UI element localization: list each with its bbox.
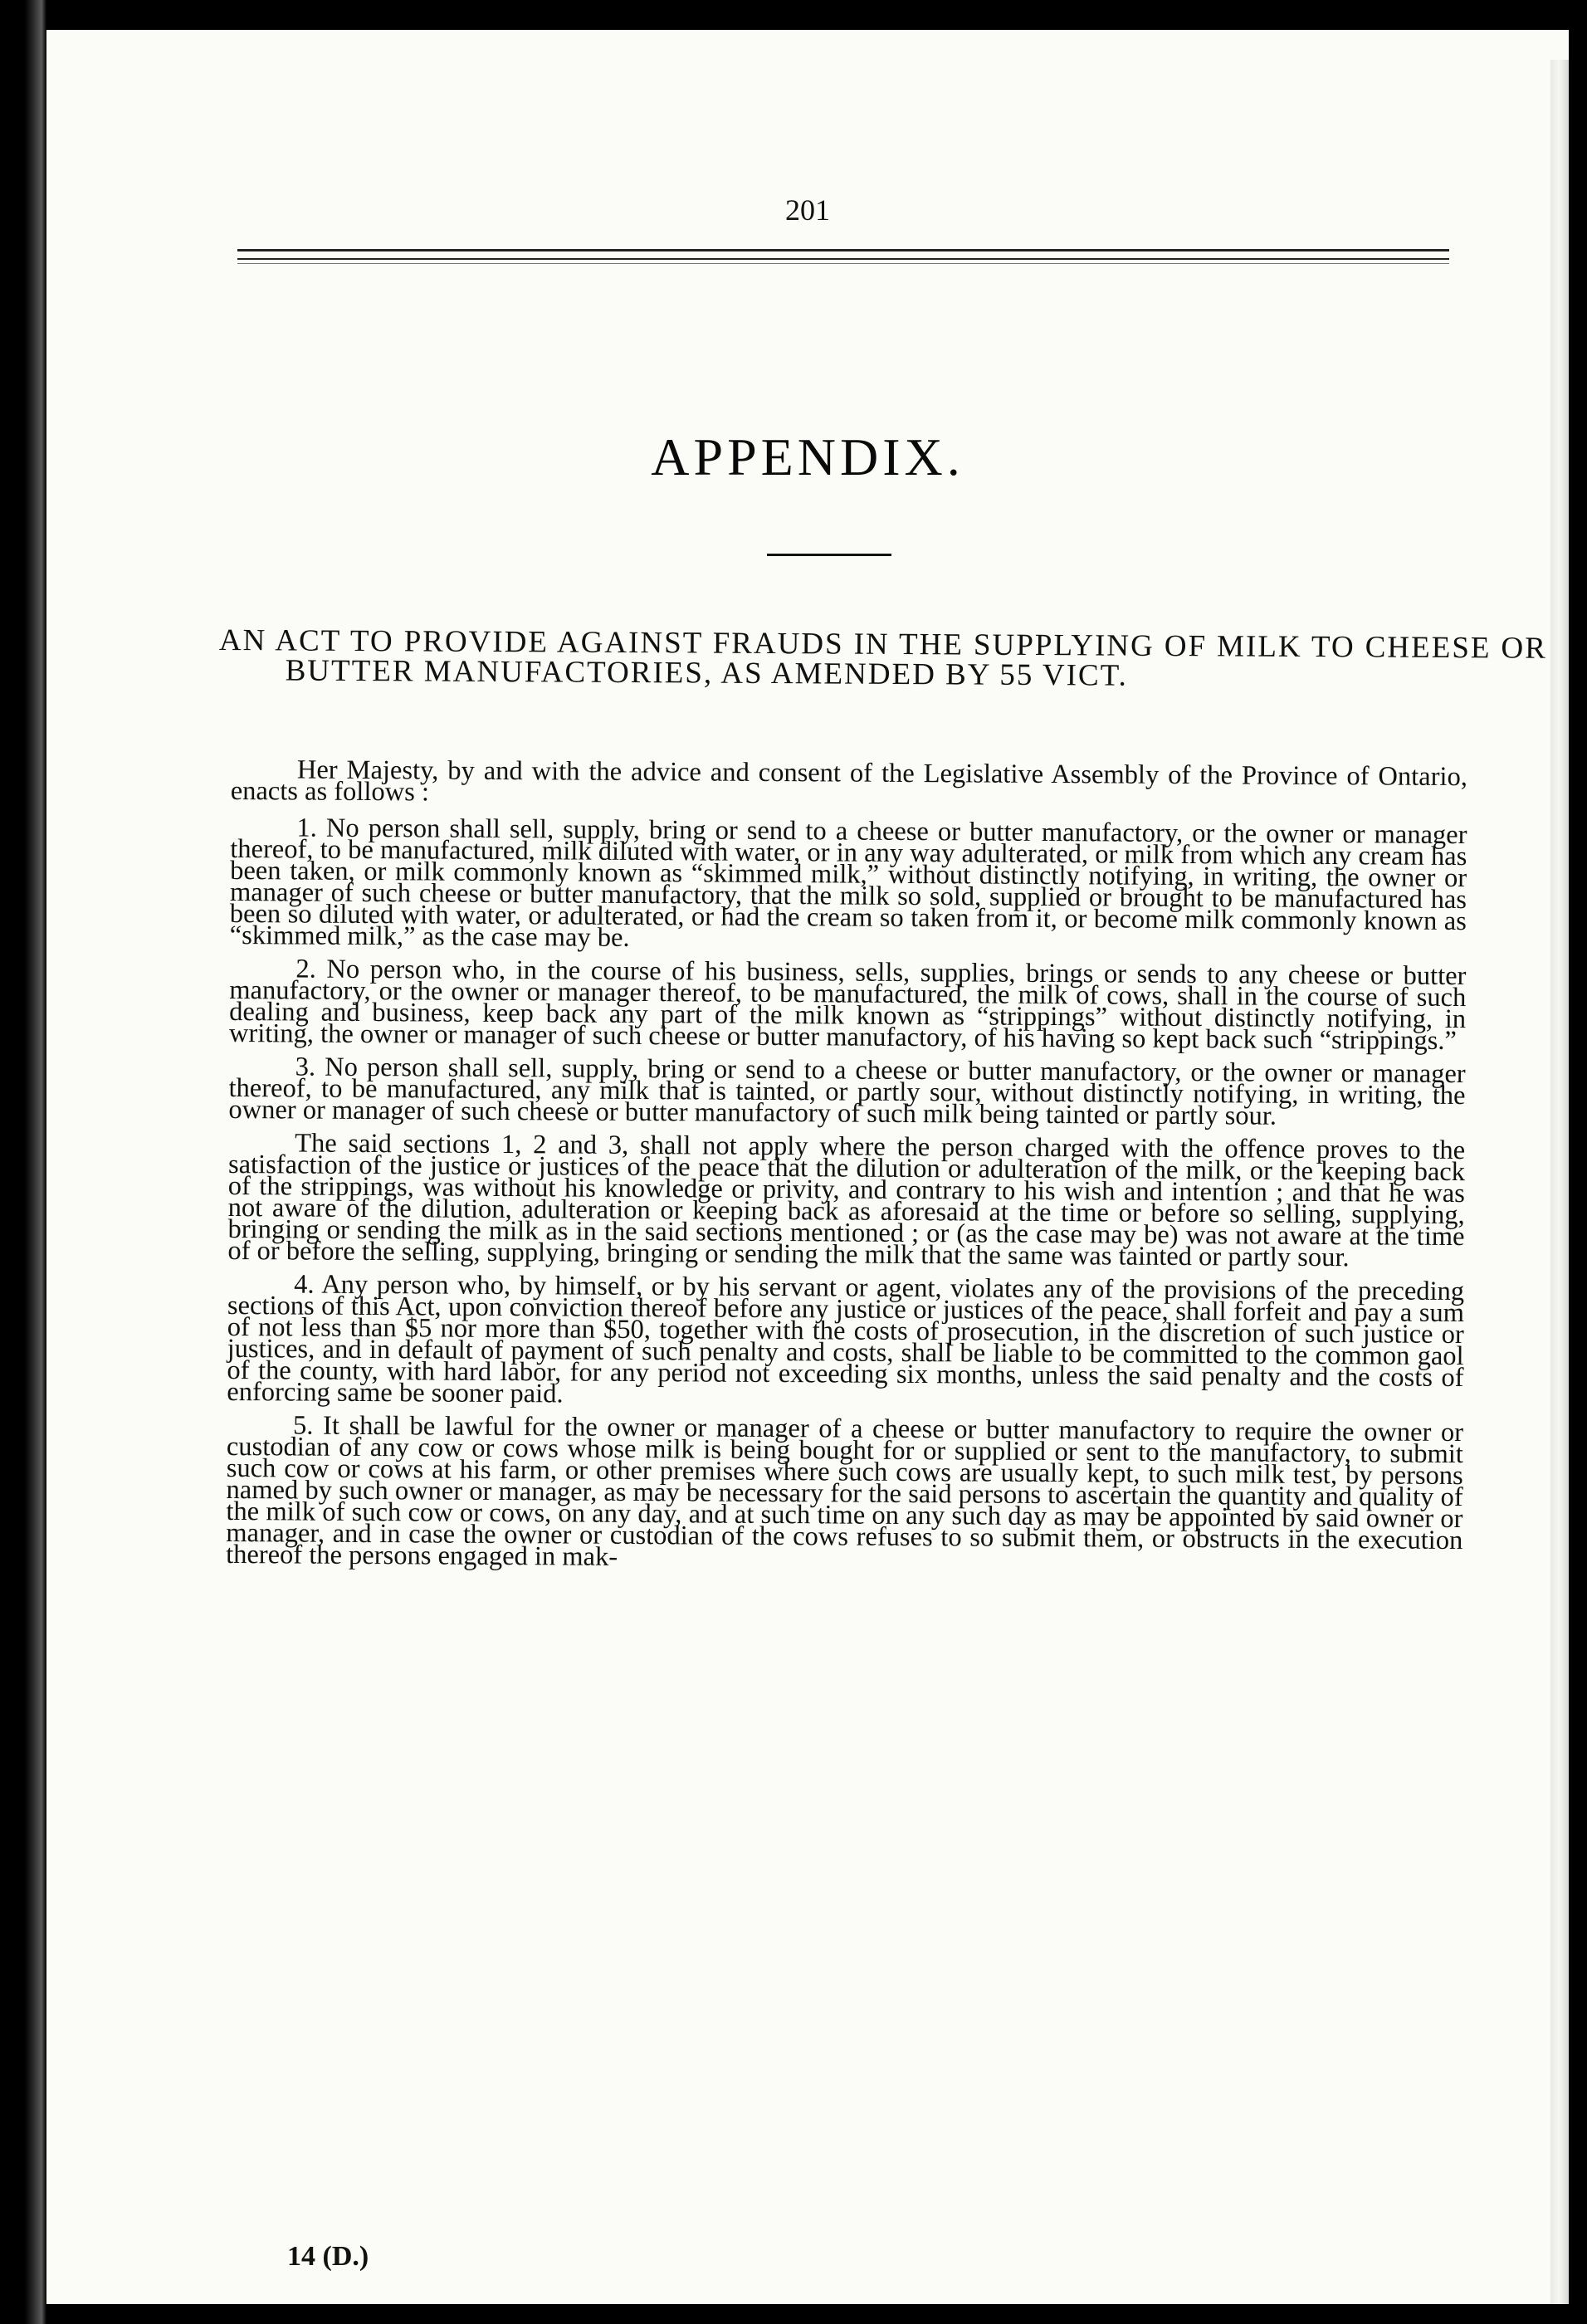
section-3-paragraph: 3. No person shall sell, supply, bring or send to a cheese or butter manufactory, or the owner or manager thereof, to be manufactured, any milk that is tainted, or partly sour, without distinctly notifying, in writing, the owner or manager of such cheese or butter manufactory of such milk being tainted or partly sour.	[228, 1052, 1466, 1131]
section-2-paragraph: 2. No person who, in the course of his business, sells, supplies, brings or sends to any cheese or butter manufactory, or the owner or manager thereof, to be manufactured, the milk of cows, shall in the course of such dealing and business, keep back any part of the milk known as “strippings” without distinctly notifying, in writing, the owner or manager of such cheese or butter manufactory, of his having so kept back such “strippings.”	[228, 954, 1467, 1057]
header-double-rule	[237, 249, 1449, 260]
act-heading: AN ACT TO PROVIDE AGAINST FRAUDS IN THE SUPPLYING OF MILK TO CHEESE OR BUTTER MANUFACTORIES, AS AMENDED BY 55 VICT.	[218, 623, 1547, 693]
document-page	[46, 30, 1569, 2304]
body-text	[226, 754, 1468, 1584]
page-right-edge	[1550, 60, 1569, 2304]
section-5-paragraph: 5. It shall be lawful for the owner or manager of a cheese or butter manufactory to require the owner or custodian of any cow or cows whose milk is being bought for or supplied or sent to the manufactory, to submit such cow or cows at his farm, or other premises where such cows are usually kept, to such milk test, by persons named by such owner or manager, as may be necessary for the said persons to ascertain the quantity and quality of the milk of such cow or cows, on any day, and at such time on any such day as may be appointed by said owner or manager, and in case the owner or custodian of the cows refuses to so submit them, or obstructs in the execution thereof the persons engaged in mak-	[226, 1410, 1464, 1572]
page-title: APPENDIX.	[651, 427, 964, 486]
exception-paragraph: The said sections 1, 2 and 3, shall not apply where the person charged with the offence proves to the satisfaction of the justice or justices of the peace that the dilution or adulteration of the milk, or the keeping back of the strippings, was without his knowledge or privity, and contrary to his wish and intention ; and that he was not aware of the dilution, adulteration or keeping back as aforesaid at the time or before so selling, supplying, bringing or sending the milk as in the said sections mentioned ; or (as the case may be) was not aware at the time of or before the selling, supplying, bringing or sending the milk that the same was tainted or partly sour.	[227, 1128, 1466, 1273]
title-rule	[767, 554, 891, 556]
section-1-paragraph: 1. No person shall sell, supply, bring or send to a cheese or butter manufactory, or the owner or manager thereof, to be manufactured, milk diluted with water, or in any way adulterated, or milk from which any cream has been taken, or milk commonly known as “skimmed milk,” without distinctly notifying, in writing, the owner or manager of such cheese or butter manufactory, that the milk so sold, supplied or brought to be manufactured has been so diluted with water, or adulterated, or had the cream so taken from it, or become milk commonly known as “skimmed milk,” as the case may be.	[229, 813, 1467, 953]
preamble-paragraph: Her Majesty, by and with the advice and consent of the Legislative Assembly of the Province of Ontario, enacts as follows :	[230, 754, 1468, 808]
page-number: 201	[785, 193, 830, 227]
book-binding-edge	[0, 0, 46, 2324]
section-4-paragraph: 4. Any person who, by himself, or by his servant or agent, violates any of the provisions of the preceding sections of this Act, upon conviction thereof before any justice or justices of the peace, shall forfeit and pay a sum of not less than $5 nor more than $50, together with the costs of prosecution, in the discretion of such justice or justices, and in default of payment of such penalty and costs, shall be liable to be committed to the common gaol of the county, with hard labor, for any period not exceeding six months, unless the said penalty and the costs of enforcing same be sooner paid.	[227, 1269, 1465, 1409]
signature-mark: 14 (D.)	[287, 2241, 369, 2272]
